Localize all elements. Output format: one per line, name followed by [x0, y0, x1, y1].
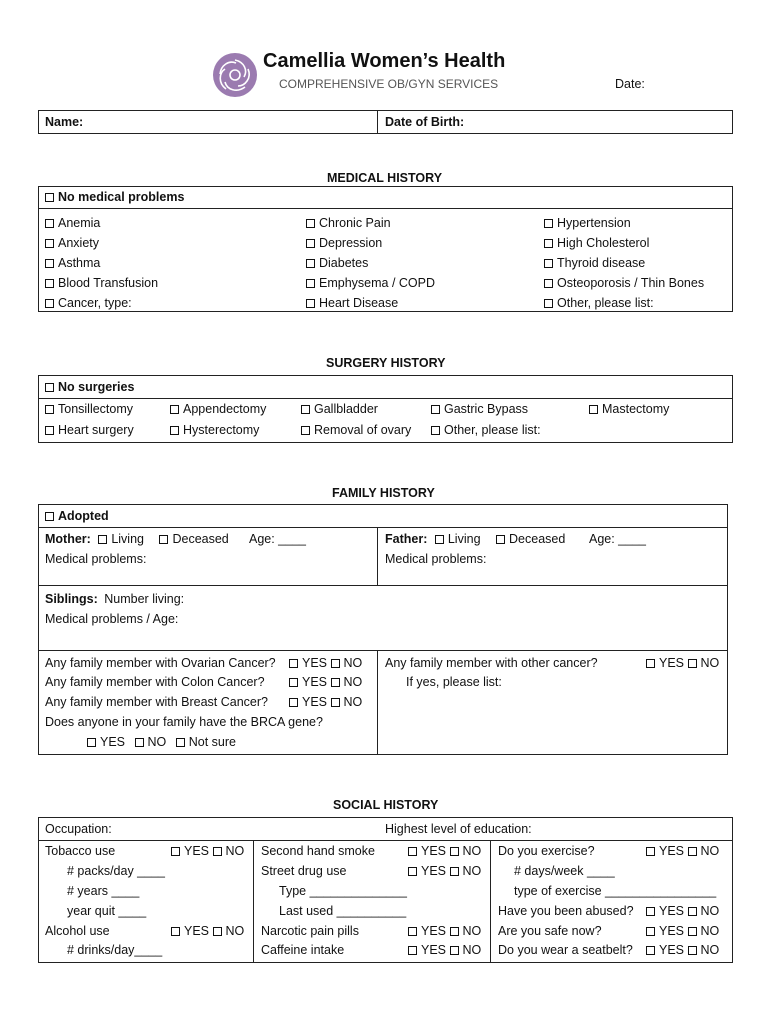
other-cancer-yes-no[interactable]: YES NO — [646, 656, 719, 670]
other-cancer-list[interactable]: If yes, please list: — [406, 675, 502, 689]
tobacco-yes-no[interactable]: YES NO — [171, 844, 244, 858]
type-exercise-field[interactable]: type of exercise ________________ — [514, 884, 717, 898]
abused-yes-no[interactable]: YES NO — [646, 904, 719, 918]
father-row — [385, 532, 565, 546]
caffeine-yes-no[interactable]: YES NO — [408, 943, 481, 957]
date-label: Date: — [615, 77, 645, 91]
medical-history-title: MEDICAL HISTORY — [327, 171, 443, 185]
surgery-item[interactable]: Appendectomy — [170, 402, 266, 416]
mother-deceased-checkbox[interactable]: Deceased — [159, 532, 228, 546]
clinic-subtitle: COMPREHENSIVE OB/GYN SERVICES — [279, 77, 499, 91]
mother-label: Mother: — [45, 532, 91, 546]
mother-age-field[interactable]: Age: ____ — [249, 532, 306, 546]
medical-item[interactable]: Anemia — [45, 213, 158, 233]
name-field[interactable]: Name: — [45, 115, 84, 129]
ovarian-yes-no[interactable]: YES NO — [289, 656, 362, 670]
colon-yes-no[interactable]: YES NO — [289, 675, 362, 689]
adopted-checkbox[interactable]: Adopted — [45, 509, 109, 523]
dob-field[interactable]: Date of Birth: — [385, 115, 465, 129]
surgery-item[interactable]: Gallbladder — [301, 402, 378, 416]
siblings-medical-problems[interactable]: Medical problems / Age: — [45, 612, 179, 626]
street-drug-yes-no[interactable]: YES NO — [408, 864, 481, 878]
narcotic-yes-no[interactable]: YES NO — [408, 924, 481, 938]
surgery-item[interactable]: Other, please list: — [431, 423, 541, 437]
no-surgeries-checkbox[interactable]: No surgeries — [45, 380, 134, 394]
medical-col1 — [45, 213, 158, 313]
abused-label: Have you been abused? — [498, 904, 634, 918]
narcotic-label: Narcotic pain pills — [261, 924, 359, 938]
second-hand-label: Second hand smoke — [261, 844, 375, 858]
medical-item[interactable]: Asthma — [45, 253, 158, 273]
q-other-cancer: Any family member with other cancer? — [385, 656, 598, 670]
safe-label: Are you safe now? — [498, 924, 602, 938]
q-colon: Any family member with Colon Cancer? — [45, 675, 265, 689]
surgery-item[interactable]: Removal of ovary — [301, 423, 411, 437]
packs-field[interactable]: # packs/day ____ — [67, 864, 165, 878]
year-quit-field[interactable]: year quit ____ — [67, 904, 147, 918]
medical-item[interactable]: Blood Transfusion — [45, 273, 158, 293]
clinic-name: Camellia Women’s Health — [263, 50, 506, 72]
surgery-item[interactable]: Heart surgery — [45, 423, 134, 437]
surgery-item[interactable]: Gastric Bypass — [431, 402, 528, 416]
mother-living-checkbox[interactable]: Living — [98, 532, 144, 546]
medical-item[interactable]: Osteoporosis / Thin Bones — [544, 273, 704, 293]
street-drug-label: Street drug use — [261, 864, 347, 878]
occupation-field[interactable]: Occupation: — [45, 822, 112, 836]
surgery-history-title: SURGERY HISTORY — [326, 356, 446, 370]
mother-medical-problems[interactable]: Medical problems: — [45, 552, 147, 566]
surgery-item[interactable]: Tonsillectomy — [45, 402, 133, 416]
caffeine-label: Caffeine intake — [261, 943, 345, 957]
mother-row — [45, 532, 229, 546]
medical-item[interactable]: High Cholesterol — [544, 233, 704, 253]
siblings-row[interactable]: Siblings: Number living: — [45, 592, 185, 606]
alcohol-yes-no[interactable]: YES NO — [171, 924, 244, 938]
social-history-title: SOCIAL HISTORY — [333, 798, 439, 812]
brca-options[interactable]: YES NO Not sure — [87, 735, 236, 749]
medical-item[interactable]: Depression — [306, 233, 435, 253]
father-deceased-checkbox[interactable]: Deceased — [496, 532, 565, 546]
second-hand-yes-no[interactable]: YES NO — [408, 844, 481, 858]
medical-item[interactable]: Heart Disease — [306, 293, 435, 313]
no-medical-problems-checkbox[interactable]: No medical problems — [45, 190, 184, 204]
medical-item[interactable]: Anxiety — [45, 233, 158, 253]
q-breast: Any family member with Breast Cancer? — [45, 695, 268, 709]
tobacco-label: Tobacco use — [45, 844, 116, 858]
surgery-item[interactable]: Hysterectomy — [170, 423, 259, 437]
seatbelt-yes-no[interactable]: YES NO — [646, 943, 719, 957]
father-label: Father: — [385, 532, 428, 546]
safe-yes-no[interactable]: YES NO — [646, 924, 719, 938]
education-field[interactable]: Highest level of education: — [385, 822, 532, 836]
medical-item[interactable]: Thyroid disease — [544, 253, 704, 273]
drug-type-field[interactable]: Type ______________ — [279, 884, 407, 898]
family-history-title: FAMILY HISTORY — [332, 486, 435, 500]
medical-item[interactable]: Diabetes — [306, 253, 435, 273]
medical-item[interactable]: Chronic Pain — [306, 213, 435, 233]
medical-item[interactable]: Other, please list: — [544, 293, 704, 313]
drinks-field[interactable]: # drinks/day____ — [67, 943, 163, 957]
q-ovarian: Any family member with Ovarian Cancer? — [45, 656, 276, 670]
father-medical-problems[interactable]: Medical problems: — [385, 552, 487, 566]
breast-yes-no[interactable]: YES NO — [289, 695, 362, 709]
seatbelt-label: Do you wear a seatbelt? — [498, 943, 633, 957]
medical-item[interactable]: Emphysema / COPD — [306, 273, 435, 293]
medical-item[interactable]: Hypertension — [544, 213, 704, 233]
clinic-logo — [212, 52, 258, 98]
medical-col3 — [544, 213, 704, 313]
years-field[interactable]: # years ____ — [67, 884, 140, 898]
father-age-field[interactable]: Age: ____ — [589, 532, 646, 546]
surgery-item[interactable]: Mastectomy — [589, 402, 669, 416]
father-living-checkbox[interactable]: Living — [435, 532, 481, 546]
medical-col2 — [306, 213, 435, 313]
last-used-field[interactable]: Last used __________ — [279, 904, 407, 918]
exercise-label: Do you exercise? — [498, 844, 595, 858]
days-week-field[interactable]: # days/week ____ — [514, 864, 615, 878]
exercise-yes-no[interactable]: YES NO — [646, 844, 719, 858]
alcohol-label: Alcohol use — [45, 924, 110, 938]
q-brca: Does anyone in your family have the BRCA gene? — [45, 715, 323, 729]
medical-item[interactable]: Cancer, type: — [45, 293, 158, 313]
